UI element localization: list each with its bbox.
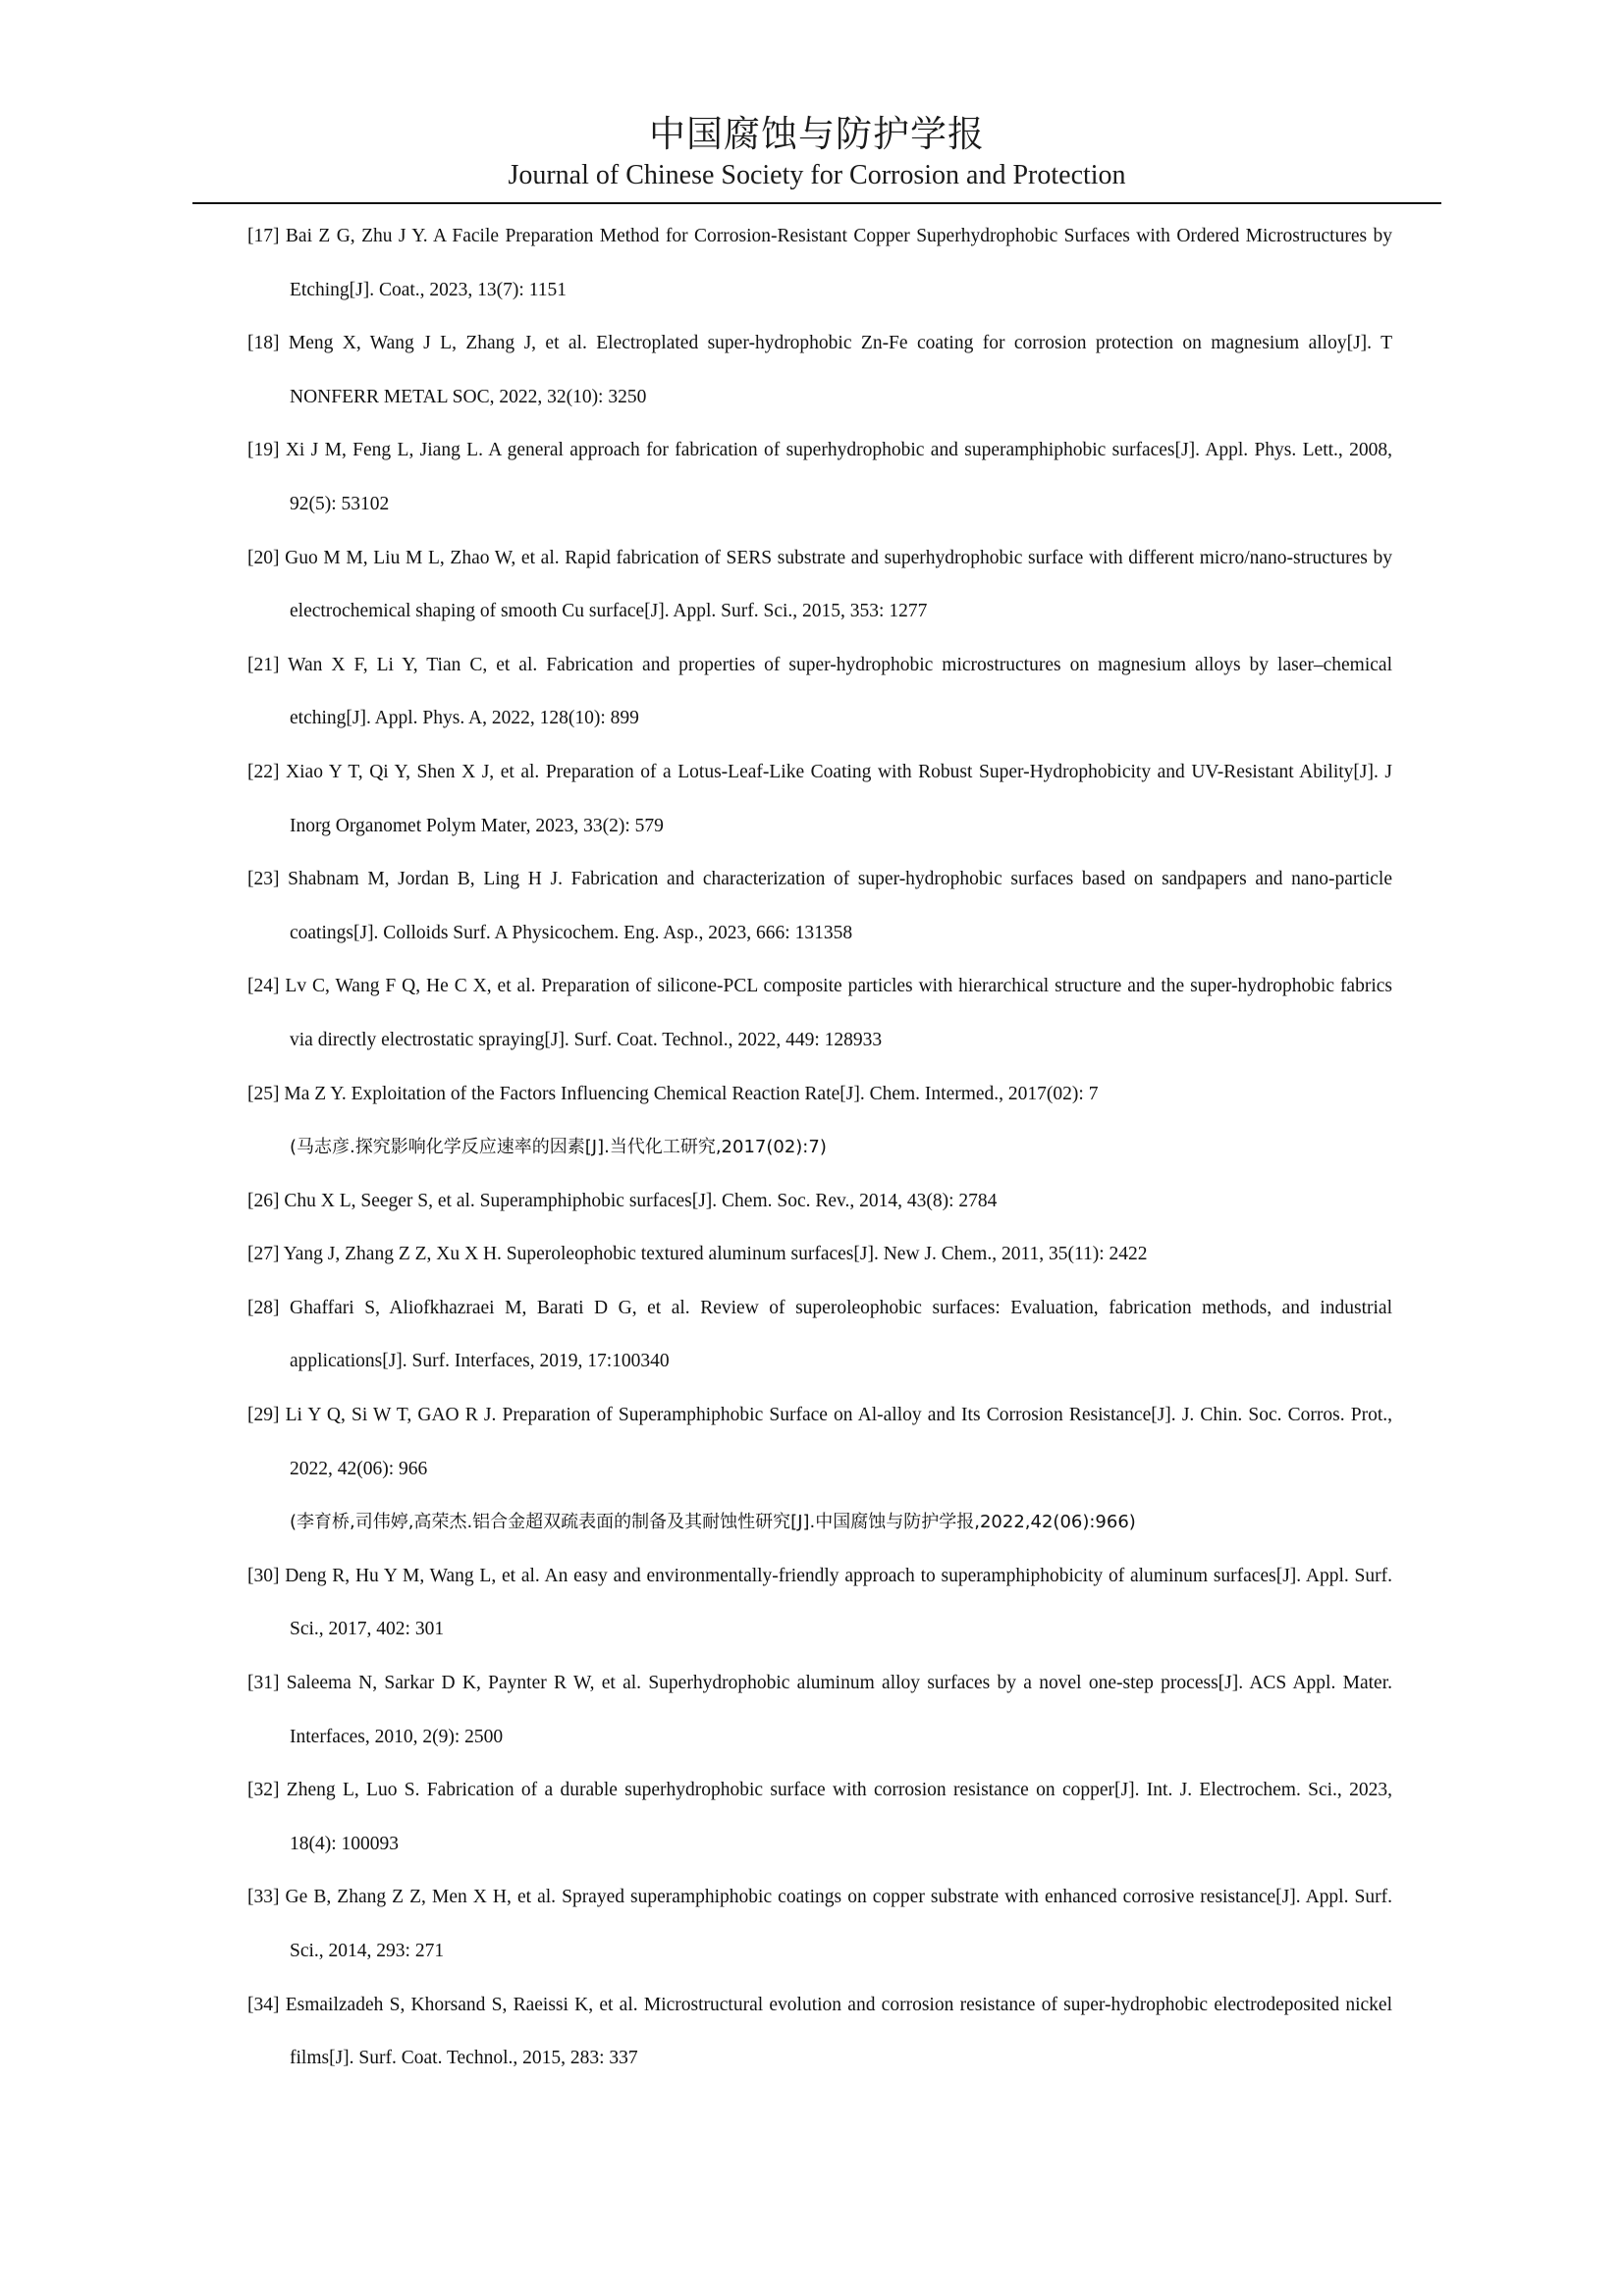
reference-29-chinese-note: (李育桥,司伟婷,高荣杰.铝合金超双疏表面的制备及其耐蚀性研究[J].中国腐蚀与防护学报,2022,42(06):966)	[290, 1512, 1136, 1533]
reference-31: [31] Saleema N, Sarkar D K, Paynter R W, et al. Superhydrophobic aluminum alloy surfaces by a novel one-step process[J]. ACS Appl. Mater. Interfaces, 2010, 2(9): 2500	[247, 1673, 1392, 1747]
reference-24: [24] Lv C, Wang F Q, He C X, et al. Preparation of silicone-PCL composite particles with hierarchical structure and the super-hydrophobic fabrics via directly electrostatic spraying[J]. Surf. Coat. Technol., 2022, 449: 128933	[247, 976, 1392, 1050]
reference-29: [29] Li Y Q, Si W T, GAO R J. Preparation of Superamphiphobic Surface on Al-alloy and Its Corrosion Resistance[J]. J. Chin. Soc. Corros. Prot., 2022, 42(06): 966	[247, 1405, 1392, 1479]
reference-17: [17] Bai Z G, Zhu J Y. A Facile Preparation Method for Corrosion-Resistant Copper Superhydrophobic Surfaces with Ordered Microstructures by Etching[J]. Coat., 2023, 13(7): 1151	[247, 226, 1392, 300]
reference-23: [23] Shabnam M, Jordan B, Ling H J. Fabrication and characterization of super-hydrophobic surfaces based on sandpapers and nano-particle coatings[J]. Colloids Surf. A Physicochem. Eng. Asp., 2023, 666: 131358	[247, 869, 1392, 943]
reference-25: [25] Ma Z Y. Exploitation of the Factors Influencing Chemical Reaction Rate[J]. Chem. Intermed., 2017(02): 7	[247, 1083, 1099, 1104]
reference-22: [22] Xiao Y T, Qi Y, Shen X J, et al. Preparation of a Lotus-Leaf-Like Coating with Robust Super-Hydrophobicity and UV-Resistant Ability[J]. J Inorg Organomet Polym Mater, 2023, 33(2): 579	[247, 761, 1392, 836]
reference-21: [21] Wan X F, Li Y, Tian C, et al. Fabrication and properties of super-hydrophobic microstructures on magnesium alloys by laser–chemical etching[J]. Appl. Phys. A, 2022, 128(10): 899	[247, 654, 1392, 729]
reference-28: [28] Ghaffari S, Aliofkhazraei M, Barati D G, et al. Review of superoleophobic surfaces: Evaluation, fabrication methods, and industrial applications[J]. Surf. Interfaces, 2019, 17:100340	[247, 1297, 1392, 1372]
reference-list	[247, 210, 1392, 2086]
journal-title-english: Journal of Chinese Society for Corrosion and Protection	[508, 160, 1126, 190]
header-divider	[192, 202, 1441, 204]
reference-30: [30] Deng R, Hu Y M, Wang L, et al. An easy and environmentally-friendly approach to superamphiphobicity of aluminum surfaces[J]. Appl. Surf. Sci., 2017, 402: 301	[247, 1565, 1392, 1640]
reference-33: [33] Ge B, Zhang Z Z, Men X H, et al. Sprayed superamphiphobic coatings on copper substrate with enhanced corrosive resistance[J]. Appl. Surf. Sci., 2014, 293: 271	[247, 1887, 1392, 1961]
reference-18: [18] Meng X, Wang J L, Zhang J, et al. Electroplated super-hydrophobic Zn-Fe coating for corrosion protection on magnesium alloy[J]. T NONFERR METAL SOC, 2022, 32(10): 3250	[247, 333, 1392, 407]
reference-32: [32] Zheng L, Luo S. Fabrication of a durable superhydrophobic surface with corrosion resistance on copper[J]. Int. J. Electrochem. Sci., 2023, 18(4): 100093	[247, 1780, 1392, 1854]
reference-27: [27] Yang J, Zhang Z Z, Xu X H. Superoleophobic textured aluminum surfaces[J]. New J. Chem., 2011, 35(11): 2422	[247, 1244, 1148, 1265]
reference-20: [20] Guo M M, Liu M L, Zhao W, et al. Rapid fabrication of SERS substrate and superhydrophobic surface with different micro/nano-structures by electrochemical shaping of smooth Cu surface[J]. Appl. Surf. Sci., 2015, 353: 1277	[247, 547, 1392, 622]
reference-34: [34] Esmailzadeh S, Khorsand S, Raeissi K, et al. Microstructural evolution and corrosion resistance of super-hydrophobic electrodeposited nickel films[J]. Surf. Coat. Technol., 2015, 283: 337	[247, 1994, 1392, 2069]
journal-header	[192, 110, 1441, 192]
reference-19: [19] Xi J M, Feng L, Jiang L. A general approach for fabrication of superhydrophobic and superamphiphobic surfaces[J]. Appl. Phys. Lett., 2008, 92(5): 53102	[247, 440, 1392, 514]
reference-25-chinese-note: (马志彦.探究影响化学反应速率的因素[J].当代化工研究,2017(02):7)	[290, 1137, 827, 1158]
journal-title-chinese: 中国腐蚀与防护学报	[649, 113, 985, 155]
reference-26: [26] Chu X L, Seeger S, et al. Superamphiphobic surfaces[J]. Chem. Soc. Rev., 2014, 43(8): 2784	[247, 1190, 998, 1211]
